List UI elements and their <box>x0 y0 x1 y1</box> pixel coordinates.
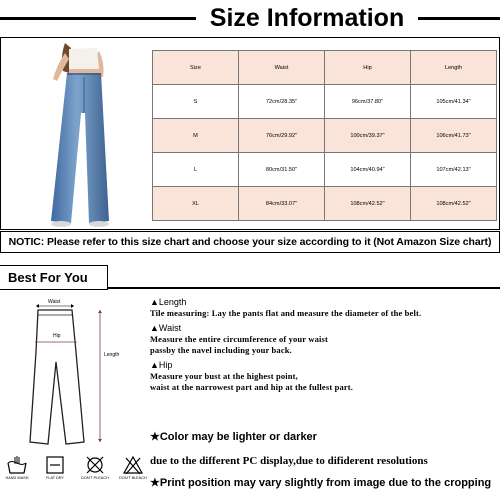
table-cell: 108cm/42.52" <box>411 187 497 221</box>
length-label: Length <box>104 352 120 358</box>
table-cell: XL <box>153 187 239 221</box>
size-table <box>152 50 497 221</box>
care-label: DON'T BLEACH <box>119 476 147 480</box>
care-item <box>80 455 110 480</box>
table-cell: 84cm/33.07" <box>239 187 325 221</box>
size-notice: NOTIC: Please refer to this size chart and choose your size according to it (Not Amazon Size chart) <box>0 231 500 253</box>
table-cell: L <box>153 153 239 187</box>
display-note: due to the different PC display,due to difiderent resolutions <box>150 455 428 467</box>
column-header: Waist <box>239 51 325 85</box>
hip-text: Measure your bust at the highest point, <box>150 371 298 381</box>
table-cell: 100cm/39.37" <box>325 119 411 153</box>
care-item <box>118 455 148 480</box>
waist-text: passby the navel including your back. <box>150 345 292 355</box>
jeans-model-photo <box>13 43 141 228</box>
print-note: ★Print position may vary slightly from image due to the cropping <box>150 477 492 489</box>
table-header-row <box>153 51 497 85</box>
table-cell: 104cm/40.94" <box>325 153 411 187</box>
care-item <box>40 455 70 480</box>
column-header: Size <box>153 51 239 85</box>
table-cell: 106cm/41.73" <box>411 119 497 153</box>
measurement-diagram <box>4 292 144 452</box>
measurement-instructions <box>150 297 495 393</box>
size-panel <box>0 37 500 230</box>
waist-heading: ▲Waist <box>150 323 182 333</box>
table-cell: 108cm/42.52" <box>325 187 411 221</box>
table-row <box>153 119 497 153</box>
hip-text: waist at the narrowest part and hip at the fullest part. <box>150 382 354 392</box>
flat-dry-icon <box>44 455 66 475</box>
length-text: Tile measuring: Lay the pants flat and measure the diameter of the belt. <box>150 308 422 318</box>
section-rule <box>108 287 500 289</box>
do-not-bleach-icon <box>122 455 144 475</box>
care-label: FLAT DRY <box>46 476 64 480</box>
table-cell: 72cm/28.35" <box>239 85 325 119</box>
hip-label: Hip <box>53 333 61 339</box>
column-header: Hip <box>325 51 411 85</box>
waist-label: Waist <box>48 299 61 305</box>
table-cell: S <box>153 85 239 119</box>
do-not-bleach-icon <box>84 455 106 475</box>
length-heading: ▲Length <box>150 297 187 307</box>
hip-heading: ▲Hip <box>150 360 173 370</box>
table-cell: 107cm/42.13" <box>411 153 497 187</box>
hand-wash-icon <box>6 455 28 475</box>
table-cell: 80cm/31.50" <box>239 153 325 187</box>
best-for-you-header <box>0 265 500 290</box>
section-title: Best For You <box>0 265 108 290</box>
table-row <box>153 153 497 187</box>
table-row <box>153 85 497 119</box>
table-cell: M <box>153 119 239 153</box>
pants-outline-icon <box>4 292 144 452</box>
column-header: Length <box>411 51 497 85</box>
header <box>0 0 500 36</box>
waist-text: Measure the entire circumference of your waist <box>150 334 328 344</box>
care-instructions <box>2 455 152 500</box>
color-note: ★Color may be lighter or darker <box>150 431 317 443</box>
care-label: DON'T PLEACH <box>81 476 109 480</box>
table-cell: 96cm/37.80" <box>325 85 411 119</box>
table-cell: 105cm/41.34" <box>411 85 497 119</box>
care-item <box>2 455 32 480</box>
page-title: Size Information <box>196 3 418 33</box>
care-label: HAND WASH <box>5 476 29 480</box>
table-cell: 76cm/29.92" <box>239 119 325 153</box>
table-row <box>153 187 497 221</box>
